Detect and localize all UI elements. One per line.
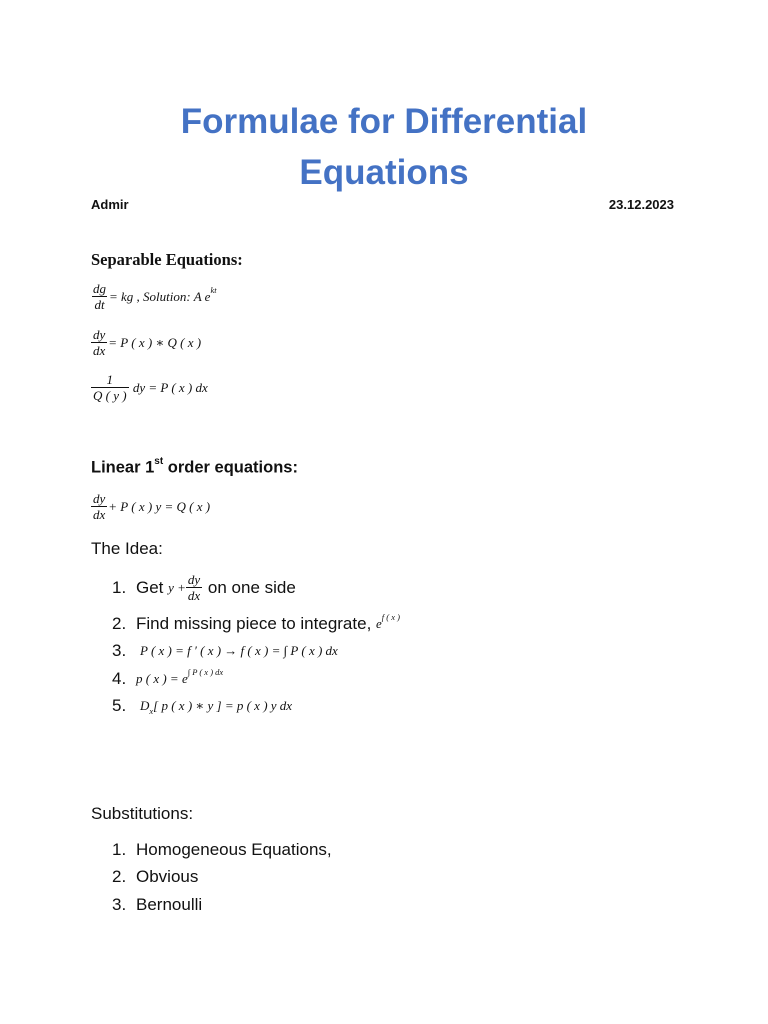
- list-number: 1.: [112, 577, 127, 597]
- step-math: y +: [168, 579, 186, 595]
- list-number: 2.: [112, 867, 127, 886]
- step-math: P ( x ) = f ′ ( x ) → f ( x ) = ∫ P ( x ) dx: [140, 643, 338, 658]
- step-text-after: on one side: [203, 577, 296, 597]
- exponent: kt: [210, 284, 217, 295]
- list-item: [112, 572, 296, 603]
- list-number: 4.: [112, 669, 127, 688]
- step-text: Get: [136, 577, 169, 597]
- list-item-text: Bernoulli: [136, 895, 203, 914]
- denominator: dx: [93, 507, 106, 522]
- denominator: dx: [187, 588, 201, 603]
- numerator: dg: [93, 281, 106, 296]
- list-item: [112, 696, 292, 716]
- list-item: [112, 641, 338, 661]
- document-date: 23.12.2023: [608, 197, 674, 212]
- document-title: [0, 96, 768, 198]
- equation-rest: + P ( x ) y = Q ( x ): [108, 498, 211, 514]
- list-item: [112, 614, 400, 634]
- title-text: Formulae for Differential Equations: [180, 102, 588, 192]
- list-item-text: Obvious: [136, 867, 199, 886]
- fraction: [91, 491, 107, 522]
- list-number: 3.: [112, 895, 127, 914]
- author-name: Admir: [91, 197, 129, 212]
- separable-equation-2: [91, 327, 201, 358]
- fraction: [91, 327, 107, 358]
- linear-heading-suffix: order equations:: [163, 458, 298, 477]
- separable-equation-3: [91, 372, 208, 403]
- fraction: [186, 572, 202, 603]
- linear-equation: [91, 491, 210, 522]
- list-item: [112, 669, 223, 689]
- numerator: dy: [93, 491, 106, 506]
- substitutions-label: Substitutions:: [91, 804, 194, 823]
- step-math: p ( x ) = e: [136, 671, 188, 686]
- denominator: Q ( y ): [93, 388, 127, 403]
- equation-rest: dy = P ( x ) dx: [129, 379, 208, 395]
- title-line: [0, 96, 768, 198]
- separable-equation-1: [91, 281, 217, 312]
- exponent: ∫ P ( x ) dx: [187, 667, 224, 677]
- linear-heading-sup: st: [154, 456, 164, 467]
- list-item-text: Homogeneous Equations,: [136, 840, 332, 859]
- equation-rest: = kg , Solution: A e: [109, 288, 211, 304]
- linear-heading: [91, 458, 298, 478]
- numerator: dy: [187, 572, 201, 587]
- list-item: [112, 895, 202, 915]
- fraction: [91, 281, 108, 312]
- subscript: x: [149, 706, 154, 716]
- exponent: f ( x ): [381, 612, 400, 622]
- list-number: 1.: [112, 840, 127, 859]
- step-text: Find missing piece to integrate,: [136, 614, 377, 633]
- idea-label: The Idea:: [91, 539, 163, 558]
- list-number: 5.: [112, 696, 127, 715]
- linear-heading-prefix: Linear 1: [91, 458, 155, 477]
- separable-heading: Separable Equations:: [91, 250, 243, 269]
- denominator: dt: [94, 297, 105, 312]
- denominator: dx: [93, 343, 106, 358]
- list-number: 2.: [112, 614, 127, 633]
- numerator: dy: [93, 327, 106, 342]
- numerator: 1: [106, 372, 114, 387]
- fraction: [91, 372, 129, 403]
- list-number: 3.: [112, 641, 127, 660]
- equation-rest: = P ( x ) ∗ Q ( x ): [108, 334, 202, 350]
- step-math: e: [376, 616, 382, 631]
- step-math: D: [140, 698, 150, 713]
- list-item: [112, 867, 198, 887]
- step-math-after: [ p ( x ) ∗ y ] = p ( x ) y dx: [153, 698, 293, 713]
- list-item: [112, 840, 332, 860]
